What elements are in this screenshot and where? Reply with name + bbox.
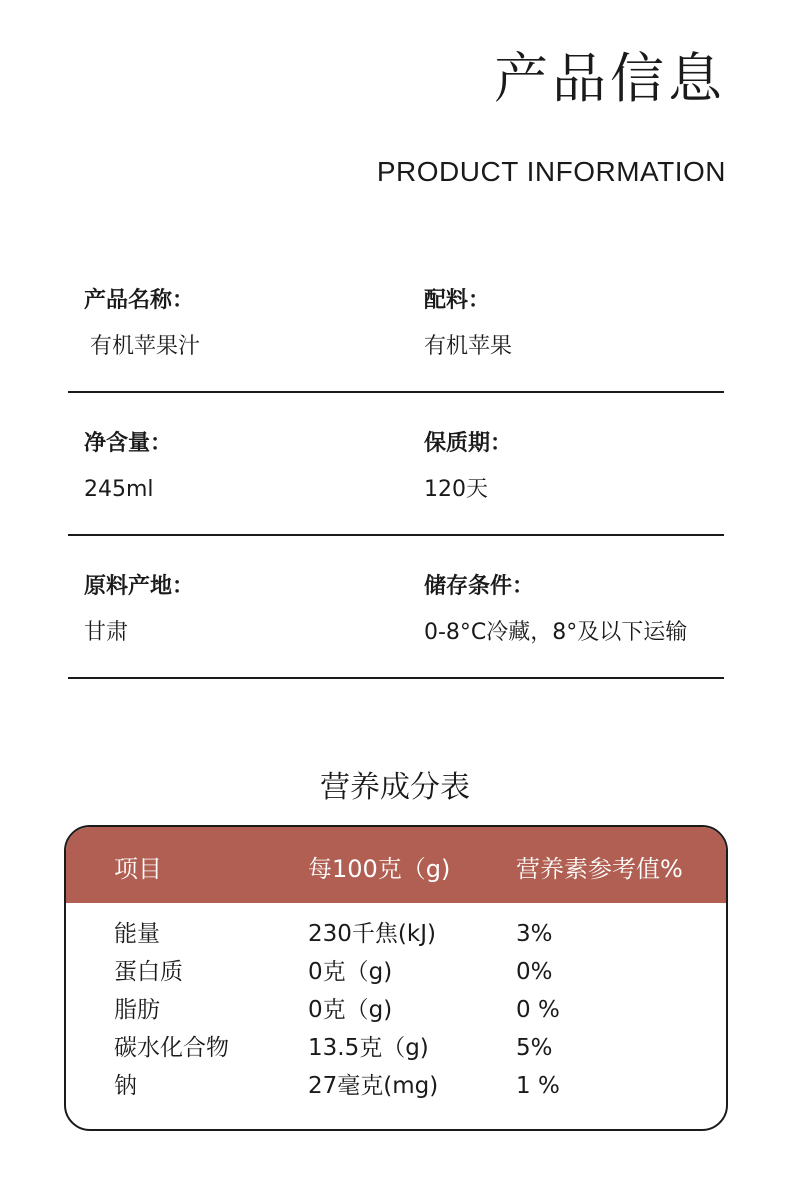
- table-row: [66, 1033, 726, 1071]
- table-row: [66, 995, 726, 1033]
- nutrient-name: 钠: [114, 1073, 137, 1099]
- nutrient-amount: 13.5克（g): [308, 1035, 429, 1061]
- nutrition-table-header: [66, 827, 726, 903]
- info-label: 储存条件：: [424, 574, 535, 599]
- info-label: 原料产地：: [84, 574, 195, 599]
- nutrition-title: 营养成分表: [320, 770, 470, 805]
- table-row: [66, 1071, 726, 1109]
- nutrient-nrv: 0%: [516, 959, 553, 985]
- info-value: 120天: [424, 477, 488, 502]
- info-cell-storage: [424, 572, 687, 648]
- nutrition-table: [64, 825, 728, 1131]
- nutrient-amount: 0克（g): [308, 997, 393, 1023]
- info-row: [68, 393, 724, 536]
- info-label: 产品名称：: [84, 288, 195, 313]
- nutrient-nrv: 5%: [516, 1035, 553, 1061]
- nutrient-name: 蛋白质: [114, 959, 183, 985]
- info-value: 0-8°C冷藏，8°及以下运输: [424, 620, 688, 645]
- info-cell-net-content: [84, 429, 172, 505]
- table-row: [66, 957, 726, 995]
- info-row: [68, 536, 724, 679]
- nutrient-nrv: 0 %: [516, 997, 560, 1023]
- info-label: 净含量：: [84, 431, 173, 456]
- info-value: 有机苹果: [424, 334, 513, 359]
- nutrient-amount: 230千焦(kJ): [308, 921, 436, 947]
- info-cell-product-name: [84, 286, 200, 362]
- nutrient-nrv: 1 %: [516, 1073, 560, 1099]
- info-value: 有机苹果汁: [90, 334, 201, 359]
- info-cell-shelf-life: [424, 429, 512, 505]
- nutrition-table-body: [66, 903, 726, 1109]
- nutrient-amount: 27毫克(mg): [308, 1073, 439, 1099]
- page-subtitle: PRODUCT INFORMATION: [376, 156, 726, 187]
- product-info-list: [68, 250, 724, 679]
- info-label: 配料：: [424, 288, 491, 313]
- info-cell-origin: [84, 572, 194, 648]
- nutrient-nrv: 3%: [516, 921, 553, 947]
- column-header-item: 项目: [114, 855, 162, 883]
- column-header-nrv: 营养素参考值%: [516, 855, 683, 883]
- nutrient-name: 能量: [114, 921, 160, 947]
- table-row: [66, 919, 726, 957]
- nutrient-amount: 0克（g): [308, 959, 393, 985]
- page-title: 产品信息: [494, 47, 726, 110]
- info-value: 245ml: [84, 477, 154, 502]
- info-value: 甘肃: [84, 620, 129, 645]
- info-row: [68, 250, 724, 393]
- info-label: 保质期：: [424, 431, 513, 456]
- column-header-per-100g: 每100克（g): [308, 855, 451, 883]
- nutrient-name: 碳水化合物: [114, 1035, 229, 1061]
- info-cell-ingredients: [424, 286, 512, 362]
- nutrient-name: 脂肪: [114, 997, 160, 1023]
